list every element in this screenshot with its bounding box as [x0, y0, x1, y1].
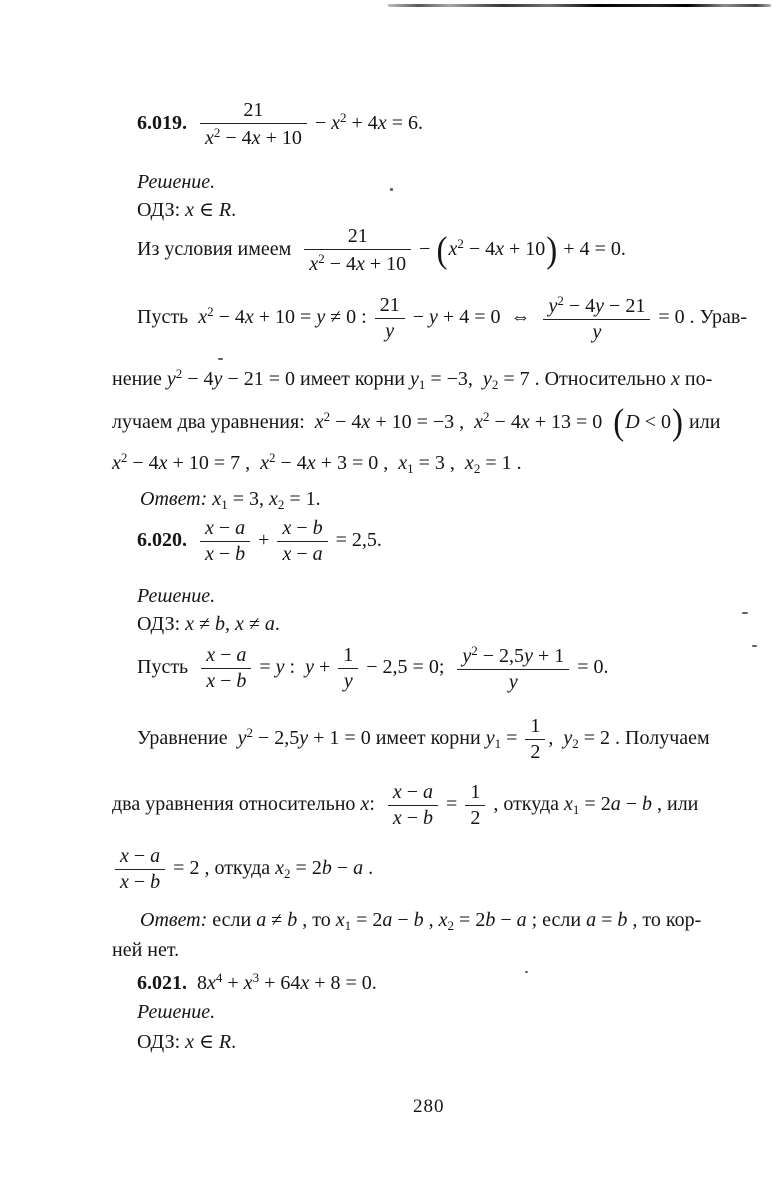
subscript: 1	[221, 497, 228, 512]
superscript: 2	[457, 236, 464, 252]
math-variable: y	[385, 320, 395, 342]
math-variable: x	[206, 644, 216, 666]
math-variable: x	[474, 411, 484, 433]
math-variable: x	[464, 452, 474, 474]
text-line	[137, 294, 747, 343]
math-variable: y	[482, 368, 492, 390]
text-line	[140, 908, 701, 934]
text-line	[140, 487, 321, 513]
text-line	[137, 1030, 236, 1055]
math-run: −	[414, 238, 436, 261]
math-variable: x	[120, 871, 129, 893]
superscript: 2	[557, 293, 564, 308]
math-variable: y	[275, 656, 285, 679]
fraction-denominator: x − b	[206, 670, 247, 692]
math-variable: x	[185, 1031, 195, 1053]
text-run: Из условия имеем	[137, 238, 302, 261]
text-run: ОДЗ:	[137, 613, 186, 635]
text-run: , или	[651, 793, 699, 816]
math-variable: x	[205, 517, 214, 539]
math-run: $y^2 - 2,5y + 1 = 0$	[237, 725, 371, 750]
fraction-numerator: 1	[465, 782, 485, 806]
text-line	[137, 170, 215, 195]
fraction-denominator: $x^2 - 4x + 10$	[309, 251, 407, 275]
fraction	[200, 518, 250, 565]
text-line	[137, 644, 609, 693]
text-line	[137, 584, 215, 609]
math-variable: x	[268, 488, 278, 510]
text-run: Уравнение	[137, 727, 238, 750]
math-variable: b	[235, 543, 246, 565]
text-line	[137, 198, 236, 223]
text-run: , то	[297, 909, 336, 931]
fraction-numerator: x − b	[277, 518, 327, 542]
math-run: $x_2 = 2b - a$ .	[275, 857, 374, 882]
math-variable: x	[300, 972, 310, 994]
fraction	[115, 846, 165, 893]
math-variable: x	[392, 781, 402, 803]
text-run: Получаем	[620, 727, 710, 750]
math-variable: b	[641, 793, 652, 816]
text-run: . Относительно	[529, 368, 671, 390]
math-variable: x	[275, 857, 285, 880]
fraction-numerator: x − a	[201, 645, 251, 669]
math-variable: R	[218, 199, 232, 221]
math-variable: x	[448, 238, 458, 261]
fraction	[200, 100, 307, 149]
math-run: $y_1 = -3$, $y_2 = 7$	[409, 368, 530, 392]
subscript: 2	[284, 866, 291, 882]
math-variable: x	[185, 613, 195, 635]
superscript: 2	[323, 409, 331, 424]
math-variable: y	[524, 645, 533, 667]
subscript: 2	[277, 497, 285, 512]
superscript: 3	[252, 970, 260, 985]
math-run: x ≠ b, x ≠ a.	[185, 613, 280, 635]
math-run: $y^2 - 4y - 21 = 0$	[166, 366, 295, 390]
math-variable: b	[423, 807, 434, 829]
math-variable: a	[256, 909, 267, 931]
math-variable: x	[377, 112, 387, 135]
fraction-numerator: x − a	[388, 782, 438, 806]
fraction	[465, 782, 485, 829]
fraction	[388, 782, 438, 829]
math-run: x ∈ R.	[185, 199, 237, 221]
superscript: 2	[175, 366, 183, 381]
math-variable: x	[212, 488, 222, 510]
math-variable: b	[150, 871, 161, 893]
math-run: $x^2 - 4x + 10 = 7$ , $x^2 - 4x + 3 = 0$ , $x_1 = 3$ , $x_2 = 1$ .	[112, 450, 522, 476]
math-variable: x	[392, 807, 402, 829]
scan-speck	[218, 358, 223, 360]
fraction-numerator: 21	[304, 226, 411, 250]
math-variable: x	[564, 793, 573, 816]
fraction-numerator: $y^2 - 2,5y + 1$	[457, 644, 569, 670]
math-variable: y	[462, 645, 472, 667]
math-variable: x	[158, 452, 168, 474]
superscript: 2	[246, 725, 253, 741]
text-run: Пусть	[137, 306, 199, 329]
math-variable: a	[150, 845, 161, 867]
math-variable: b	[617, 909, 628, 931]
math-variable: y	[343, 670, 353, 692]
fraction-numerator: x − a	[115, 846, 165, 870]
superscript: 2	[318, 251, 325, 266]
math-variable: y	[409, 368, 419, 390]
math-variable: x	[495, 238, 505, 261]
math-run: = y : y +	[254, 656, 336, 679]
math-variable: x	[251, 127, 261, 149]
math-variable: y	[595, 295, 605, 317]
subscript: 1	[494, 736, 502, 752]
math-variable: a	[610, 793, 621, 816]
math-run: +	[253, 529, 275, 552]
math-variable: a	[264, 613, 275, 635]
math-variable: a	[312, 543, 323, 565]
problem-number: 6.021.	[137, 972, 197, 994]
fraction-denominator: x − b	[205, 543, 246, 565]
text-run: Решение.	[137, 585, 216, 607]
text-run: Ответ:	[140, 909, 213, 931]
fraction-denominator: x − b	[392, 807, 434, 829]
superscript: 2	[213, 125, 221, 140]
math-variable: b	[236, 670, 247, 692]
text-line	[137, 612, 280, 637]
math-run: = 2,5.	[330, 529, 382, 552]
math-run: $x_1 = 3$, $x_2 = 1$.	[212, 488, 321, 512]
math-variable: a	[353, 857, 364, 880]
scan-artifact-line	[388, 4, 771, 7]
fraction	[201, 645, 251, 692]
text-run: Решение.	[137, 1001, 216, 1023]
math-run: − y + 4 = 0 ⇔	[407, 306, 541, 329]
math-variable: x	[235, 613, 244, 635]
math-variable: x	[243, 972, 253, 994]
superscript: 2	[340, 110, 347, 126]
math-run: $x^2 - 4x + 10 = y \ne 0$ :	[198, 304, 372, 329]
fraction-denominator: $x^2 - 4x + 10$	[205, 125, 302, 149]
text-line	[137, 1000, 215, 1025]
text-run: ОДЗ:	[137, 1031, 186, 1053]
math-variable: x	[331, 112, 341, 135]
superscript: 2	[120, 450, 128, 465]
fraction-denominator: x − a	[282, 543, 323, 565]
text-run: по-	[679, 368, 713, 390]
math-run: a = b	[586, 909, 628, 931]
math-variable: D	[625, 411, 640, 433]
text-run: или	[684, 411, 721, 433]
math-run: $x^2 - 4x + 10$	[448, 236, 546, 261]
text-line	[112, 366, 712, 393]
math-variable: x	[335, 909, 345, 931]
math-variable: a	[235, 517, 246, 539]
math-run: ,	[488, 793, 499, 816]
math-variable: a	[236, 644, 247, 666]
math-variable: y	[563, 727, 573, 750]
text-run: имеет корни	[370, 727, 486, 750]
math-variable: y	[429, 306, 438, 329]
math-run: = 0.	[572, 656, 609, 679]
math-variable: x	[185, 199, 195, 221]
math-variable: x	[438, 909, 448, 931]
math-run: $8x^4 + x^3 + 64x + 8 = 0$.	[197, 970, 377, 994]
subscript: 2	[572, 736, 579, 752]
math-variable: x	[360, 793, 370, 816]
text-run: откуда	[498, 793, 565, 816]
math-variable: x	[205, 127, 214, 149]
text-line	[137, 970, 377, 996]
math-run: =	[441, 793, 463, 816]
text-run: ОДЗ:	[137, 199, 186, 221]
text-run: Урав-	[699, 306, 747, 329]
math-run: − 2,5 = 0;	[361, 656, 455, 679]
math-variable: y	[237, 727, 247, 750]
text-line	[112, 782, 698, 829]
math-variable: x	[282, 517, 292, 539]
fraction-denominator: 2	[530, 741, 541, 763]
math-variable: x	[314, 411, 324, 433]
math-variable: y	[213, 368, 223, 390]
text-line	[112, 846, 373, 893]
math-variable: x	[282, 543, 292, 565]
subscript: 2	[491, 377, 499, 392]
math-run: $y_1$ =	[485, 727, 523, 752]
text-run: ; если	[526, 909, 587, 931]
subscript: 2	[473, 461, 481, 476]
fraction	[457, 644, 569, 693]
math-variable: x	[244, 306, 254, 329]
superscript: 2	[471, 643, 478, 658]
subscript: 2	[447, 918, 455, 933]
math-run: = 2 ,	[168, 857, 210, 880]
text-line	[112, 938, 179, 963]
text-line: лучаем два уравнения: $x^2 - 4x + 10 = -3$ , $x^2 - 4x + 13 = 0$ (D < 0) или	[112, 403, 721, 444]
math-variable: b	[485, 909, 496, 931]
page-number: 280	[413, 1096, 445, 1117]
math-variable: x	[309, 253, 319, 275]
fraction-denominator	[457, 670, 569, 693]
fraction-numerator: $y^2 - 4y - 21$	[543, 294, 650, 320]
superscript: 2	[483, 409, 490, 424]
math-run: $x_1 = 2a - b$	[564, 793, 652, 818]
math-variable: y	[508, 671, 518, 693]
subscript: 1	[407, 461, 414, 476]
fraction-numerator: 1	[338, 645, 358, 669]
text-run: два уравнения относительно	[112, 793, 361, 816]
text-run: Пусть	[137, 656, 199, 679]
superscript: 4	[215, 970, 223, 985]
math-variable: R	[218, 1031, 232, 1053]
math-run: D < 0	[625, 411, 672, 433]
math-variable: x	[398, 452, 408, 474]
text-run: откуда	[209, 857, 276, 880]
text-run: Решение.	[137, 171, 216, 193]
math-variable: x	[120, 845, 129, 867]
math-variable: x	[520, 411, 530, 433]
math-variable: b	[312, 517, 323, 539]
text-line	[137, 518, 382, 565]
fraction-numerator: 21	[375, 295, 405, 319]
fraction	[338, 645, 358, 692]
math-variable: y	[548, 295, 558, 317]
scan-speck	[390, 188, 393, 191]
math-variable: b	[413, 909, 424, 931]
math-variable: a	[382, 909, 393, 931]
math-run: x:	[360, 793, 385, 816]
math-variable: a	[423, 781, 434, 803]
text-line	[137, 100, 423, 149]
math-variable: a	[516, 909, 527, 931]
fraction	[375, 295, 405, 342]
math-variable: x	[206, 670, 216, 692]
subscript: 1	[572, 802, 580, 818]
scan-speck	[742, 612, 748, 614]
math-variable: y	[305, 656, 314, 679]
math-variable: y	[166, 368, 176, 390]
fraction-numerator: 21	[200, 100, 307, 124]
text-run: если	[212, 909, 257, 931]
text-run: ,	[423, 909, 439, 931]
math-variable: x	[361, 411, 371, 433]
subscript: 1	[344, 918, 352, 933]
fraction	[525, 716, 545, 763]
math-run: , $y_2 = 2$ .	[548, 727, 621, 752]
math-run: − $x^2 + 4x = 6$.	[309, 110, 423, 135]
scan-speck	[752, 645, 757, 647]
math-variable: b	[215, 613, 226, 635]
math-variable: x	[198, 306, 208, 329]
math-variable: b	[287, 909, 298, 931]
math-run: $x_2 = 2b - a$	[438, 909, 527, 933]
math-variable: x	[205, 543, 214, 565]
math-run: + 4 = 0.	[558, 238, 626, 261]
text-run: имеет корни	[295, 368, 410, 390]
math-variable: y	[485, 727, 495, 750]
fraction-denominator: 2	[470, 807, 481, 829]
text-run: Ответ:	[140, 488, 213, 510]
math-variable: y	[299, 727, 309, 750]
fraction-denominator	[338, 669, 358, 692]
math-run: x ∈ R.	[185, 1031, 237, 1053]
text-run: ней нет.	[112, 939, 180, 961]
fraction-numerator: 1	[525, 716, 545, 740]
math-variable: a	[586, 909, 597, 931]
problem-number: 6.019.	[137, 112, 197, 135]
math-variable: x	[260, 452, 270, 474]
math-variable: x	[306, 452, 316, 474]
text-line: Из условия имеем $\frac{21}{x^2 - 4x + 10}$ − $(x^2 - 4x + 10) + 4 = 0$.	[137, 225, 626, 275]
math-run: $x^2 - 4x + 10 = -3$ , $x^2 - 4x + 13 = 0$	[314, 409, 613, 433]
fraction-denominator	[543, 320, 650, 343]
text-run: , то кор-	[627, 909, 702, 931]
fraction-denominator	[375, 319, 405, 342]
math-variable: y	[316, 306, 326, 329]
text-run: лучаем два уравнения:	[112, 411, 315, 433]
superscript: 2	[269, 450, 276, 465]
fraction-numerator: x − a	[200, 518, 250, 542]
text-line	[112, 450, 522, 477]
math-run: a ≠ b	[256, 909, 298, 931]
problem-number: 6.020.	[137, 529, 197, 552]
fraction	[543, 294, 650, 343]
math-run	[671, 368, 680, 390]
math-variable: b	[321, 857, 332, 880]
math-variable: x	[356, 253, 365, 275]
math-variable: x	[112, 452, 121, 474]
fraction	[277, 518, 327, 565]
math-variable: x	[670, 368, 680, 390]
scan-speck	[525, 971, 528, 973]
fraction	[304, 226, 411, 275]
superscript: 2	[207, 304, 214, 320]
math-variable: x	[207, 972, 216, 994]
fraction-denominator: x − b	[120, 871, 161, 893]
math-variable: y	[592, 321, 602, 343]
subscript: 1	[418, 377, 426, 392]
text-line	[137, 716, 710, 763]
math-run: $x_1 = 2a - b$	[335, 909, 424, 933]
text-run: нение	[112, 368, 167, 390]
math-run: = 0 .	[653, 306, 700, 329]
